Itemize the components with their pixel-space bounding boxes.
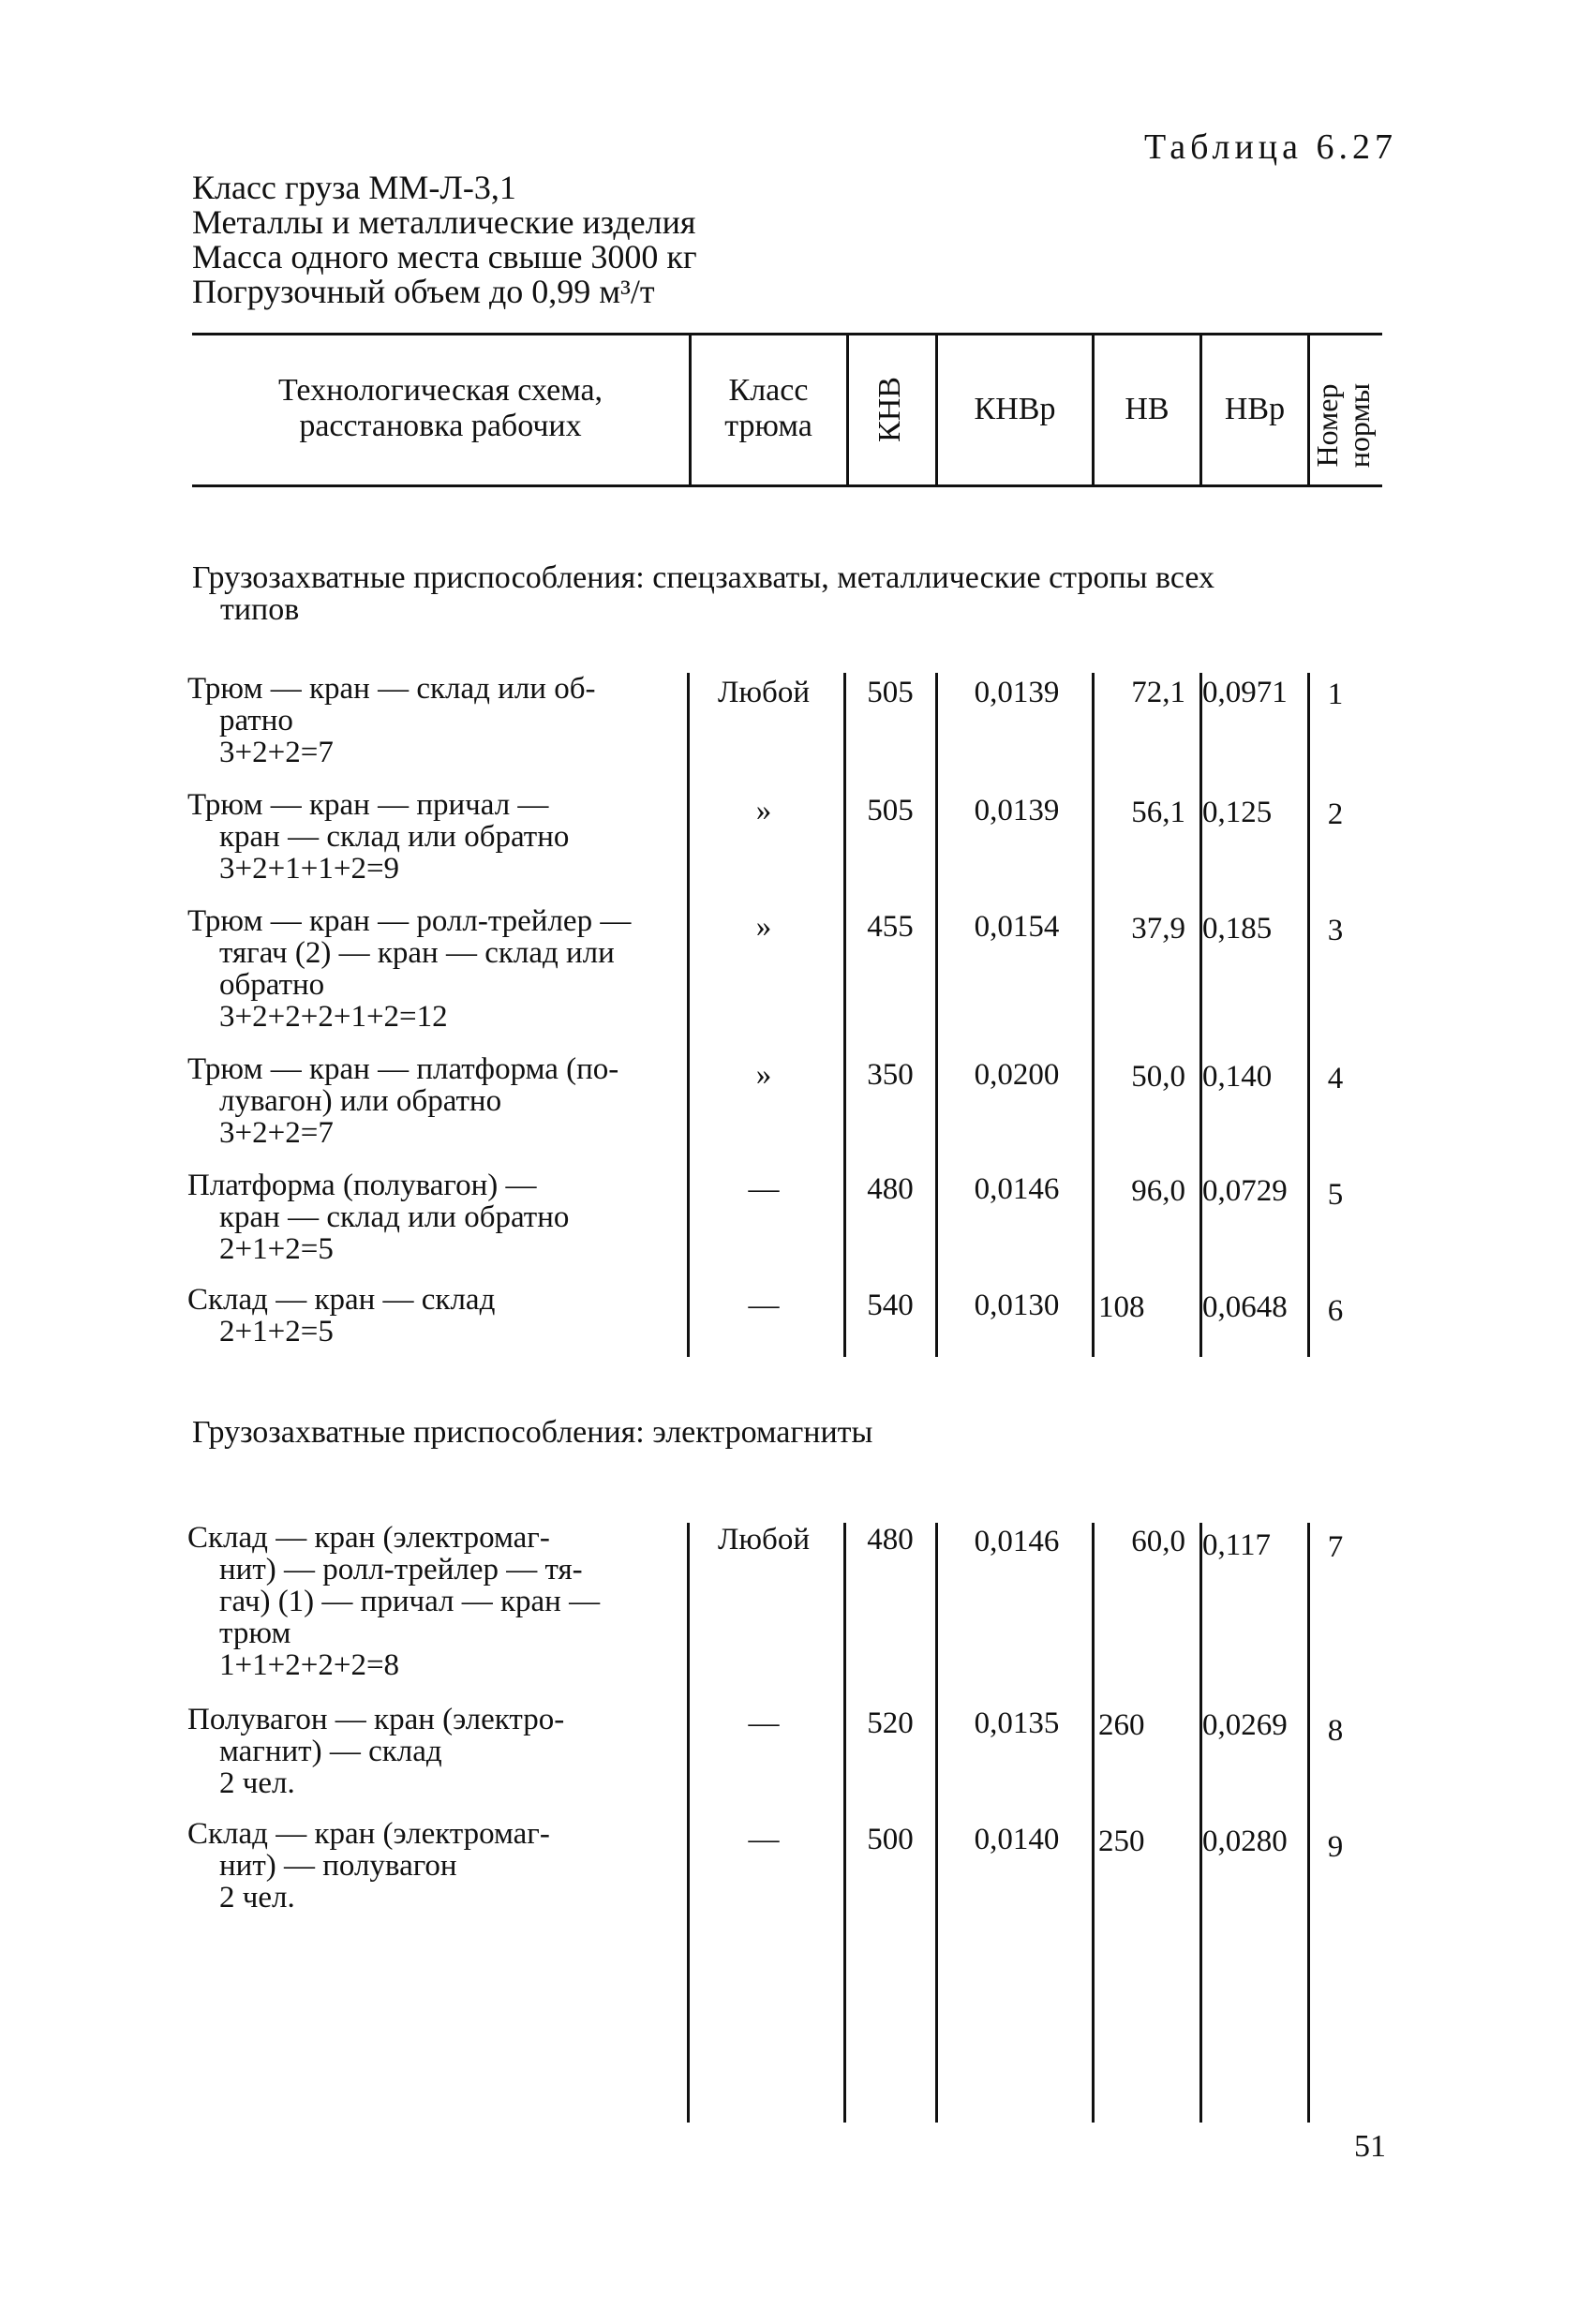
- knvr-cell: 0,0146: [974, 1172, 1060, 1206]
- nv-cell: 96,0: [1131, 1174, 1185, 1208]
- scheme-line: нит) — полувагон: [219, 1849, 457, 1883]
- row-scheme: [187, 673, 684, 768]
- norm-number-cell: 6: [1327, 1294, 1344, 1328]
- scheme-formula: 3+2+1+1+2=9: [219, 852, 400, 886]
- scheme-line: Платформа (полувагон) —: [187, 1169, 537, 1202]
- header-scheme-line1: Технологическая схема,: [277, 373, 603, 408]
- section-title-electromagnets: Грузозахватные приспособления: электромагниты: [192, 1415, 873, 1450]
- scheme-line: Трюм — кран — склад или об-: [187, 672, 596, 706]
- header-norm-number: [1311, 365, 1375, 486]
- header-divider: [689, 335, 692, 485]
- scheme-formula: 1+1+2+2+2=8: [219, 1648, 400, 1682]
- knv-cell: 520: [867, 1706, 914, 1740]
- norm-number-cell: 7: [1327, 1530, 1344, 1564]
- knv-cell: 480: [867, 1523, 914, 1557]
- nvr-cell: 0,0729: [1202, 1174, 1288, 1208]
- row-scheme: [187, 905, 684, 1033]
- scheme-line: 2 чел.: [219, 1881, 295, 1914]
- knv-cell: 500: [867, 1823, 914, 1856]
- knv-cell: 455: [867, 910, 914, 944]
- scheme-line: магнит) — склад: [219, 1735, 442, 1768]
- scheme-formula: 3+2+2=7: [219, 1116, 334, 1150]
- scheme-line: Трюм — кран — платформа (по-: [187, 1052, 619, 1086]
- meta-cargo-class: Класс груза ММ-Л-3,1: [192, 169, 516, 206]
- header-hold-class: [693, 373, 843, 444]
- knvr-cell: 0,0146: [974, 1525, 1060, 1558]
- norm-number-cell: 9: [1327, 1830, 1344, 1864]
- scheme-line: Склад — кран (электромаг-: [187, 1817, 550, 1851]
- scheme-formula: 2+1+2=5: [219, 1232, 334, 1266]
- knvr-cell: 0,0200: [974, 1058, 1060, 1092]
- scheme-line: Трюм — кран — причал —: [187, 788, 549, 822]
- column-divider: [843, 673, 846, 1357]
- header-top-rule: [192, 333, 1382, 335]
- scheme-line: 2 чел.: [219, 1766, 295, 1800]
- hold-class-cell: —: [748, 1823, 780, 1856]
- nvr-cell: 0,0269: [1202, 1708, 1288, 1742]
- scheme-line: тягач (2) — кран — склад или: [219, 936, 615, 970]
- row-scheme: [187, 1169, 684, 1265]
- nvr-cell: 0,140: [1202, 1060, 1273, 1094]
- knvr-cell: 0,0140: [974, 1823, 1060, 1856]
- header-knv: КНВ: [872, 377, 907, 442]
- header-nvr: НВр: [1224, 392, 1286, 426]
- header-norm-line2: нормы: [1342, 382, 1376, 469]
- hold-class-cell: »: [755, 1058, 772, 1092]
- header-class-line1: Класс: [728, 373, 809, 408]
- header-divider: [1092, 335, 1095, 485]
- column-divider: [1307, 1523, 1310, 2123]
- column-divider: [1199, 1523, 1202, 2123]
- scheme-formula: 3+2+2+2+1+2=12: [219, 1000, 448, 1034]
- scheme-line: лувагон) или обратно: [219, 1084, 502, 1118]
- column-divider: [1199, 673, 1202, 1357]
- norm-number-cell: 8: [1327, 1714, 1344, 1748]
- scheme-line: нит) — ролл-трейлер — тя-: [219, 1553, 583, 1587]
- hold-class-cell: Любой: [718, 1523, 810, 1557]
- scheme-line: ратно: [219, 704, 293, 737]
- header-norm-line1: Номер: [1310, 383, 1344, 468]
- row-scheme: [187, 1522, 684, 1681]
- knv-cell: 480: [867, 1172, 914, 1206]
- row-scheme: [187, 1053, 684, 1149]
- scheme-line: обратно: [219, 968, 325, 1002]
- header-divider: [846, 335, 849, 485]
- scheme-line: Трюм — кран — ролл-трейлер —: [187, 904, 632, 938]
- header-divider: [935, 335, 938, 485]
- section-title-slings: [192, 562, 1214, 626]
- knvr-cell: 0,0139: [974, 794, 1060, 827]
- nv-cell: 260: [1098, 1708, 1145, 1742]
- scheme-line: Полувагон — кран (электро-: [187, 1703, 565, 1736]
- hold-class-cell: »: [755, 794, 772, 827]
- knv-cell: 505: [867, 676, 914, 709]
- column-divider: [1092, 673, 1095, 1357]
- nvr-cell: 0,125: [1202, 796, 1273, 829]
- scheme-line: трюм: [219, 1616, 291, 1650]
- column-divider: [935, 673, 938, 1357]
- meta-load-volume: Погрузочный объем до 0,99 м³/т: [192, 273, 655, 310]
- knvr-cell: 0,0139: [974, 676, 1060, 709]
- knv-cell: 540: [867, 1289, 914, 1322]
- hold-class-cell: —: [748, 1289, 780, 1322]
- header-scheme: [197, 373, 684, 444]
- nv-cell: 108: [1098, 1290, 1145, 1324]
- nvr-cell: 0,0280: [1202, 1825, 1288, 1858]
- section-title-line2: типов: [220, 592, 300, 627]
- hold-class-cell: —: [748, 1706, 780, 1740]
- section-title-line1: Грузозахватные приспособления: спецзахваты, металлические стропы всех: [192, 560, 1214, 595]
- knvr-cell: 0,0130: [974, 1289, 1060, 1322]
- cargo-meta: [192, 171, 697, 309]
- nv-cell: 250: [1098, 1825, 1145, 1858]
- column-divider: [687, 673, 690, 1357]
- header-bottom-rule: [192, 484, 1382, 487]
- knv-cell: 505: [867, 794, 914, 827]
- column-divider: [687, 1523, 690, 2123]
- knv-cell: 350: [867, 1058, 914, 1092]
- hold-class-cell: »: [755, 910, 772, 944]
- row-scheme: [187, 1818, 684, 1914]
- nv-cell: 37,9: [1131, 912, 1185, 946]
- row-scheme: [187, 789, 684, 885]
- norm-number-cell: 4: [1327, 1062, 1344, 1095]
- nvr-cell: 0,117: [1202, 1528, 1272, 1562]
- nvr-cell: 0,185: [1202, 912, 1273, 946]
- header-scheme-line2: расстановка рабочих: [299, 409, 582, 443]
- nvr-cell: 0,0648: [1202, 1290, 1288, 1324]
- header-knvr: КНВр: [974, 392, 1056, 426]
- scheme-line: Склад — кран — склад: [187, 1283, 496, 1317]
- nv-cell: 56,1: [1131, 796, 1185, 829]
- header-divider: [1199, 335, 1202, 485]
- scheme-line: кран — склад или обратно: [219, 1200, 570, 1234]
- norm-number-cell: 2: [1327, 797, 1344, 831]
- hold-class-cell: —: [748, 1172, 780, 1206]
- nvr-cell: 0,0971: [1202, 676, 1288, 709]
- column-divider: [1307, 673, 1310, 1357]
- header-class-line2: трюма: [724, 409, 812, 443]
- knvr-cell: 0,0135: [974, 1706, 1060, 1740]
- nv-cell: 50,0: [1131, 1060, 1185, 1094]
- row-scheme: [187, 1284, 684, 1348]
- scheme-line: гач) (1) — причал — кран —: [219, 1585, 601, 1618]
- page-number: 51: [1354, 2129, 1386, 2164]
- nv-cell: 72,1: [1131, 676, 1185, 709]
- column-divider: [935, 1523, 938, 2123]
- norm-number-cell: 3: [1327, 914, 1344, 947]
- scheme-formula: 3+2+2=7: [219, 736, 334, 769]
- table-caption: Таблица 6.27: [1143, 127, 1397, 167]
- meta-cargo-type: Металлы и металлические изделия: [192, 203, 696, 241]
- column-divider: [1092, 1523, 1095, 2123]
- column-divider: [843, 1523, 846, 2123]
- row-scheme: [187, 1704, 684, 1799]
- knvr-cell: 0,0154: [974, 910, 1060, 944]
- scheme-line: Склад — кран (электромаг-: [187, 1521, 550, 1555]
- nv-cell: 60,0: [1131, 1525, 1185, 1558]
- norm-number-cell: 1: [1327, 678, 1344, 711]
- hold-class-cell: Любой: [718, 676, 810, 709]
- meta-unit-mass: Масса одного места свыше 3000 кг: [192, 238, 697, 276]
- scheme-formula: 2+1+2=5: [219, 1315, 334, 1348]
- scheme-line: кран — склад или обратно: [219, 820, 570, 854]
- norm-number-cell: 5: [1327, 1178, 1344, 1212]
- header-nv: НВ: [1125, 392, 1169, 426]
